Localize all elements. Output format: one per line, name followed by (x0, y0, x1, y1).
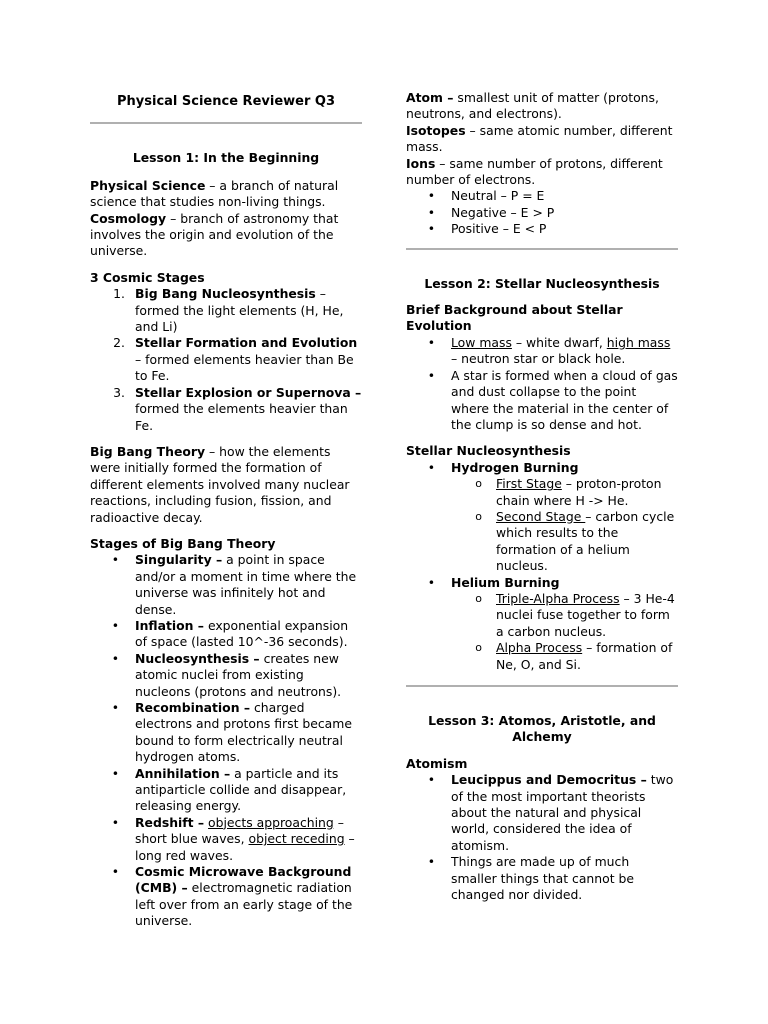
lesson-2-title: Lesson 2: Stellar Nucleosynthesis (424, 275, 660, 291)
list-item: • Leucippus and Democritus – two of the most important theorists about the natural and physical world, considered the idea of atomism. (406, 772, 678, 854)
lesson-3-title: Lesson 3: Atomos, Aristotle, and Alchemy (428, 713, 656, 745)
list-item: • Annihilation – a particle and its antiparticle collide and disappear, releasing energy. (90, 766, 362, 815)
sub-list-item: o Second Stage – carbon cycle which results to the formation of a helium nucleus. (406, 509, 678, 575)
bullet-icon: • (111, 617, 119, 633)
bullet-icon: • (427, 204, 435, 220)
physical-science-definition: Physical Science – a branch of natural science that studies non-living things. (90, 177, 339, 210)
bbt-stages-list (90, 552, 362, 929)
list-item: • Recombination – charged electrons and protons first became bound to form electrically neutral hydrogen atoms. (90, 700, 362, 766)
lesson-1-title: Lesson 1: In the Beginning (132, 150, 320, 166)
circle-bullet-icon: o (475, 641, 482, 655)
list-item: • Cosmic Microwave Background (CMB) – electromagnetic radiation left over from an early stage of the universe. (90, 864, 362, 930)
ions-definition: Ions – same number of protons, different number of electrons. (406, 155, 663, 188)
list-item: • A star is formed when a cloud of gas and dust collapse to the point where the material in the center of the clump is so dense and hot. (406, 368, 678, 434)
isotopes-definition: Isotopes – same atomic number, different mass. (406, 122, 673, 155)
list-item: • Things are made up of much smaller things that cannot be changed nor divided. (406, 854, 678, 903)
page-title: Physical Science Reviewer Q3 (117, 94, 335, 109)
list-item: • Helium Burning o Triple-Alpha Process – 3 He-4 nuclei fuse together to form a carbon nucleus. o Alpha Process – formation of Ne, O, and Si. (406, 575, 678, 673)
circle-bullet-icon: o (475, 591, 482, 605)
list-item: • Nucleosynthesis – creates new atomic nuclei from existing nucleons (protons and neutrons). (90, 651, 362, 700)
atom-definition: Atom – smallest unit of matter (protons, neutrons, and electrons). (406, 90, 659, 122)
bullet-icon: • (111, 765, 119, 781)
bullet-icon: • (427, 334, 435, 350)
circle-bullet-icon: o (475, 509, 482, 523)
list-item: 2. Stellar Formation and Evolution – formed elements heavier than Be to Fe. (113, 335, 358, 384)
list-item: • Negative – E > P (406, 205, 678, 221)
cosmic-stages-heading: 3 Cosmic Stages (90, 269, 205, 285)
bullet-icon: • (427, 854, 435, 870)
bullet-icon: • (111, 814, 119, 830)
divider (406, 248, 678, 250)
bullet-icon: • (427, 221, 435, 237)
bullet-icon: • (427, 772, 435, 788)
big-bang-theory-definition: Big Bang Theory – how the elements were initially formed the formation of different elements involved many nuclear reactions, including fusion, fission, and radioactive decay. (90, 443, 350, 525)
divider (90, 122, 362, 124)
circle-bullet-icon: o (475, 477, 482, 491)
list-item: 1. Big Bang Nucleosynthesis – formed the light elements (H, He, and Li) (113, 286, 344, 335)
sub-list-item: o Alpha Process – formation of Ne, O, and Si. (406, 640, 678, 673)
bbt-stages-heading: Stages of Big Bang Theory (90, 535, 276, 551)
bullet-icon: • (111, 700, 119, 715)
list-item: • Neutral – P = E (406, 188, 678, 204)
ion-types-list (406, 188, 678, 237)
right-column (406, 90, 678, 903)
list-item: 3. Stellar Explosion or Supernova – formed the elements heavier than Fe. (113, 384, 362, 433)
list-item: • Hydrogen Burning o First Stage – proton-proton chain where H -> He. o Second Stage – carbon cycle which results to the formation of a helium nucleus. (406, 460, 678, 575)
list-item: • Redshift – objects approaching – short blue waves, object receding – long red waves. (90, 815, 362, 864)
list-item: • Low mass – white dwarf, high mass – neutron star or black hole. (406, 335, 678, 368)
bullet-icon: • (427, 459, 435, 475)
bullet-icon: • (111, 650, 119, 666)
bullet-icon: • (111, 552, 119, 568)
bullet-icon: • (111, 864, 119, 880)
cosmic-stages-list (90, 286, 362, 434)
atomism-list (406, 772, 678, 903)
list-item: • Inflation – exponential expansion of space (lasted 10^-36 seconds). (90, 618, 362, 651)
left-column (90, 90, 362, 930)
list-item: • Positive – E < P (406, 221, 678, 237)
list-item: • Singularity – a point in space and/or a moment in time where the universe was infinitely hot and dense. (90, 552, 362, 618)
sub-list-item: o First Stage – proton-proton chain where H -> He. (406, 476, 678, 509)
bullet-icon: • (427, 367, 435, 383)
stellar-nucleosynthesis-heading: Stellar Nucleosynthesis (406, 443, 571, 459)
term: Physical Science (90, 177, 206, 193)
term: Cosmology (90, 210, 167, 226)
stellar-nucleosynthesis-list (406, 460, 678, 673)
sub-list-item: o Triple-Alpha Process – 3 He-4 nuclei fuse together to form a carbon nucleus. (406, 591, 678, 640)
background-heading: Brief Background about Stellar Evolution (406, 302, 623, 334)
bullet-icon: • (427, 574, 435, 590)
atomism-heading: Atomism (406, 755, 468, 771)
bullet-icon: • (427, 188, 435, 204)
cosmology-definition: Cosmology – branch of astronomy that involves the origin and evolution of the universe. (90, 210, 339, 259)
background-list (406, 335, 678, 433)
divider (406, 685, 678, 687)
